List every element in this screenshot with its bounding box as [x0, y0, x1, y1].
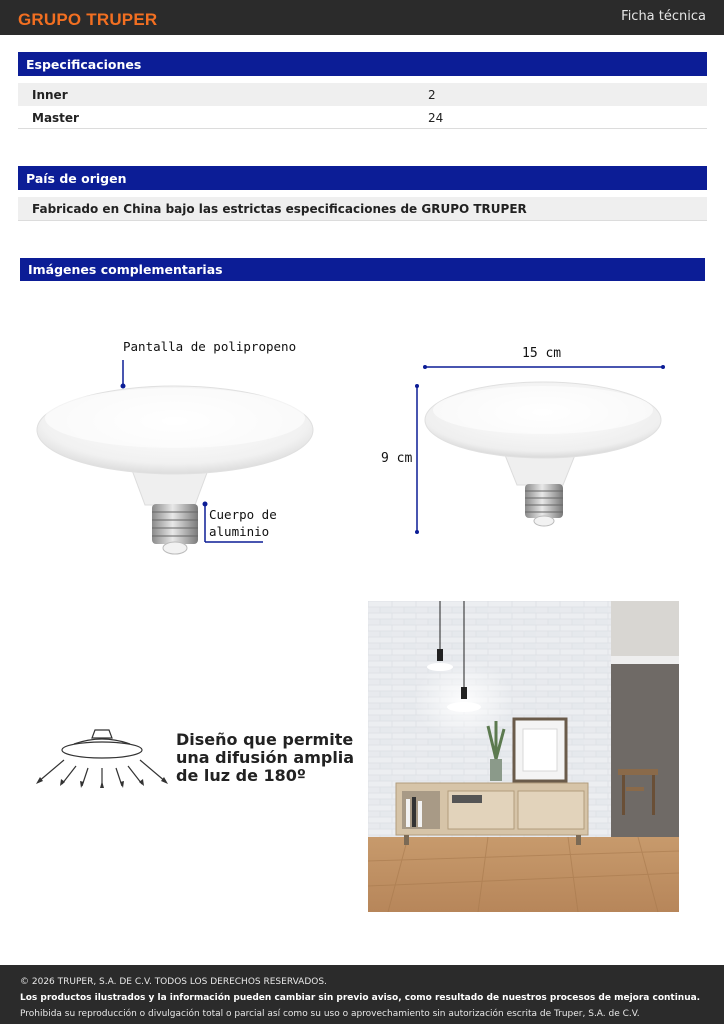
bulb-callout-figure — [30, 330, 330, 570]
origin-text: Fabricado en China bajo las estrictas especificaciones de GRUPO TRUPER — [18, 197, 707, 221]
room-photo — [368, 601, 679, 912]
diffusion-note-line-1: Diseño que permite — [176, 730, 354, 749]
footer-copyright: © 2026 TRUPER, S.A. DE C.V. TODOS LOS DERECHOS RESERVADOS. — [20, 977, 327, 987]
bulb-dimensions-figure — [405, 360, 675, 540]
bulb-socket-icon — [152, 504, 198, 554]
spec-value: 2 — [428, 88, 436, 102]
width-dimension-label: 15 cm — [522, 346, 562, 361]
brand-logo: GRUPO TRUPER — [18, 10, 158, 29]
spec-label: Inner — [32, 88, 68, 102]
bulb-socket-icon — [525, 484, 563, 526]
images-section-title: Imágenes complementarias — [20, 258, 705, 281]
footer — [0, 965, 724, 1024]
spec-row-master — [18, 106, 707, 129]
callout-body-label-2: aluminio — [209, 524, 270, 539]
callout-body-label-1: Cuerpo de — [209, 507, 277, 522]
origin-section-title: País de origen — [18, 166, 707, 190]
spec-value: 24 — [428, 111, 444, 125]
top-bar — [0, 0, 724, 35]
document-type: Ficha técnica — [621, 9, 706, 24]
height-dimension-label: 9 cm — [381, 451, 413, 466]
spec-label: Master — [32, 111, 79, 125]
footer-legal: Prohibida su reproducción o divulgación total o parcial así como su uso o aprovechamiento sin autorización escrita de Truper, S.A. de C.V. — [20, 1009, 640, 1019]
light-diffusion-icon — [34, 724, 170, 794]
callout-shade-label: Pantalla de polipropeno — [123, 339, 297, 354]
spec-row-inner — [18, 83, 707, 106]
footer-notice: Los productos ilustrados y la información pueden cambiar sin previo aviso, como resultado de nuestros procesos de mejora continua. — [20, 993, 701, 1003]
diffusion-note-line-2: una difusión amplia — [176, 748, 355, 767]
diffusion-note-line-3: de luz de 180º — [176, 766, 306, 785]
specs-section-title: Especificaciones — [18, 52, 707, 76]
